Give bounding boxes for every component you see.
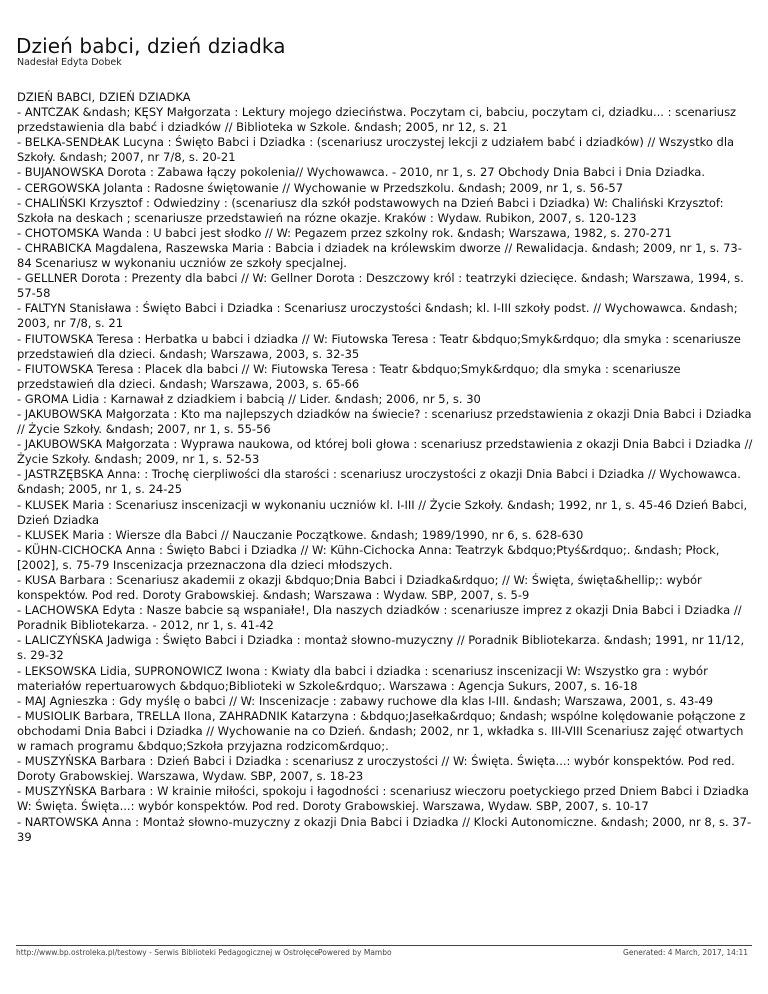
bibliography-entry: - KÜHN-CICHOCKA Anna : Święto Babci i Dziadka // W: Kühn-Cichocka Anna: Teatrzyk &bdquo;Ptyś&rdquo;. &ndash; Płock, [2002], s. 75-79 Inscenizacja przeznaczona dla dzieci młodszych. [17,542,720,572]
bibliography-entry: - NARTOWSKA Anna : Montaż słowno-muzyczny z okazji Dnia Babci i Dziadka // Klocki Autonomiczne. &ndash; 2000, nr 8, s. 37-39 [17,814,752,844]
document-title: Dzień babci, dzień dziadka [16,34,286,58]
footer-divider [16,945,752,946]
document-body [17,90,755,845]
bibliography-entry: - JASTRZĘBSKA Anna: : Trochę cierpliwości dla starości : scenariusz uroczystości z okazji Dnia Babci i Dziadka // Wychowawca. &ndash; 2005, nr 1, s. 24-25 [17,467,741,497]
bibliography-list [17,105,755,845]
footer-source-url: http://www.bp.ostroleka.pl/testowy - Serwis Biblioteki Pedagogicznej w Ostrołęce [16,948,319,957]
bibliography-entry: - CHOTOMSKA Wanda : U babci jest słodko // W: Pegazem przez szkolny rok. &ndash; Warszawa, 1982, s. 270-271 [17,225,672,240]
bibliography-entry: - BUJANOWSKA Dorota : Zabawa łączy pokolenia// Wychowawca. - 2010, nr 1, s. 27 Obchody Dnia Babci i Dnia Dziadka. [17,165,705,180]
bibliography-entry: - KLUSEK Maria : Wiersze dla Babci // Nauczanie Początkowe. &ndash; 1989/1990, nr 6, s. 628-630 [17,527,584,542]
bibliography-entry: - GELLNER Dorota : Prezenty dla babci // W: Gellner Dorota : Deszczowy król : teatrzyki dziecięce. &ndash; Warszawa, 1994, s. 57-58 [17,271,744,301]
bibliography-entry: - FALTYN Stanisława : Święto Babci i Dziadka : Scenariusz uroczystości &ndash; kl. I-III szkoły podst. // Wychowawca. &ndash; 2003, nr 7/8, s. 21 [17,301,738,331]
bibliography-entry: - MUSZYŃSKA Barbara : Dzień Babci i Dziadka : scenariusz z uroczystości // W: Święta. Święta...: wybór konspektów. Pod red. Doroty Grabowskiej. Warszawa, Wydaw. SBP, 2007, s. 18-23 [17,754,735,784]
bibliography-entry: - JAKUBOWSKA Małgorzata : Kto ma najlepszych dziadków na świecie? : scenariusz przedstawienia z okazji Dnia Babci i Dziadka // Życie Szkoły. &ndash; 2007, nr 1, s. 55-56 [17,406,752,437]
bibliography-entry: - BELKA-SENDŁAK Lucyna : Święto Babci i Dziadka : (scenariusz uroczystej lekcji z udziałem babć i dziadków) // Wszystko dla Szkoły. &ndash; 2007, nr 7/8, s. 20-21 [17,135,735,165]
bibliography-entry: - JAKUBOWSKA Małgorzata : Wyprawa naukowa, od której boli głowa : scenariusz przedstawienia z okazji Dnia Babci i Dziadka // Życie Szkoły. &ndash; 2009, nr 1, s. 52-53 [17,437,753,467]
bibliography-entry: - KLUSEK Maria : Scenariusz inscenizacji w wykonaniu uczniów kl. I-III // Życie Szkoły. &ndash; 1992, nr 1, s. 45-46 Dzień Babci, Dzień Dziadka [17,497,748,527]
footer-generated-date: Generated: 4 March, 2017, 14:11 [623,948,748,957]
bibliography-entry: - LEKSOWSKA Lidia, SUPRONOWICZ Iwona : Kwiaty dla babci i dziadka : scenariusz inscenizacji W: Wszystko gra : wybór materiałów repertuarowych &bdquo;Biblioteki w Szkole&rdquo;. Warszawa : Agencja Sukurs, 2007, s. 16-18 [17,663,708,693]
bibliography-entry: - FIUTOWSKA Teresa : Placek dla babci // W: Fiutowska Teresa : Teatr &bdquo;Smyk&rdquo; dla smyka : scenariusze przedstawień dla dzieci. &ndash; Warszawa, 2003, s. 65-66 [17,361,681,391]
bibliography-entry: - MAJ Agnieszka : Gdy myślę o babci // W: Inscenizacje : zabawy ruchowe dla klas I-III. &ndash; Warszawa, 2001, s. 43-49 [17,693,714,708]
bibliography-entry: - MUSZYŃSKA Barbara : W krainie miłości, spokoju i łagodności : scenariusz wieczoru poetyckiego przed Dniem Babci i Dziadka W: Święta. Święta...: wybór konspektów. Pod red. Doroty Grabowskiej. Warszawa, Wydaw. SBP, 2007, s. 10-17 [17,784,749,814]
bibliography-entry: - FIUTOWSKA Teresa : Herbatka u babci i dziadka // W: Fiutowska Teresa : Teatr &bdquo;Smyk&rdquo; dla smyka : scenariusze przedstawień dla dzieci. &ndash; Warszawa, 2003, s. 32-35 [17,331,741,361]
bibliography-entry: - CERGOWSKA Jolanta : Radosne świętowanie // Wychowanie w Przedszkolu. &ndash; 2009, nr 1, s. 56-57 [17,180,624,195]
bibliography-entry: - LACHOWSKA Edyta : Nasze babcie są wspaniałe!, Dla naszych dziadków : scenariusze imprez z okazji Dnia Babci i Dziadka // Poradnik Bibliotekarza. - 2012, nr 1, s. 41-42 [17,603,742,633]
submitted-by: Nadesłał Edyta Dobek [17,57,122,68]
bibliography-entry: - GROMA Lidia : Karnawał z dziadkiem i babcią // Lider. &ndash; 2006, nr 5, s. 30 [17,391,481,406]
section-heading: DZIEŃ BABCI, DZIEŃ DZIADKA [17,90,191,104]
bibliography-entry: - CHRABICKA Magdalena, Raszewska Maria : Babcia i dziadek na królewskim dworze // Rewalidacja. &ndash; 2009, nr 1, s. 73-84 Scenariusz w wykonaniu uczniów ze szkoły specjalnej. [17,240,742,271]
bibliography-entry: - MUSIOLIK Barbara, TRELLA Ilona, ZAHRADNIK Katarzyna : &bdquo;Jasełka&rdquo; &ndash; wspólne kolędowanie połączone z obchodami Dnia Babci i Dziadka // Wychowanie na co Dzień. &ndash; 2002, nr 1, wkładka s. III-VIII Scenariusz zajęć otwartych w ramach programu &bdquo;Szkoła przyjazna rodzicom&rdquo;. [17,708,746,754]
bibliography-entry: - ANTCZAK &ndash; KĘSY Małgorzata : Lektury mojego dzieciństwa. Poczytam ci, babciu, poczytam ci, dziadku... : scenariusz przedstawienia dla babć i dziadków // Biblioteka w Szkole. &ndash; 2005, nr 12, s. 21 [17,105,737,135]
bibliography-entry: - KUSA Barbara : Scenariusz akademii z okazji &bdquo;Dnia Babci i Dziadka&rdquo; // W: Święta, święta&hellip;: wybór konspektów. Pod red. Doroty Grabowskiej. &ndash; Warszawa : Wydaw. SBP, 2007, s. 5-9 [17,573,702,603]
footer-powered-by: Powered by Mambo [318,948,392,957]
bibliography-entry: - CHALIŃSKI Krzysztof : Odwiedziny : (scenariusz dla szkół podstawowych na Dzień Babci i Dziadka) W: Chaliński Krzysztof: Szkoła na deskach ; scenariusze przedstawień na rózne okazje. Kraków : Wydaw. Rubikon, 2007, s. 120-123 [17,195,724,225]
bibliography-entry: - LALICZYŃSKA Jadwiga : Święto Babci i Dziadka : montaż słowno-muzyczny // Poradnik Bibliotekarza. &ndash; 1991, nr 11/12, s. 29-32 [17,633,745,663]
